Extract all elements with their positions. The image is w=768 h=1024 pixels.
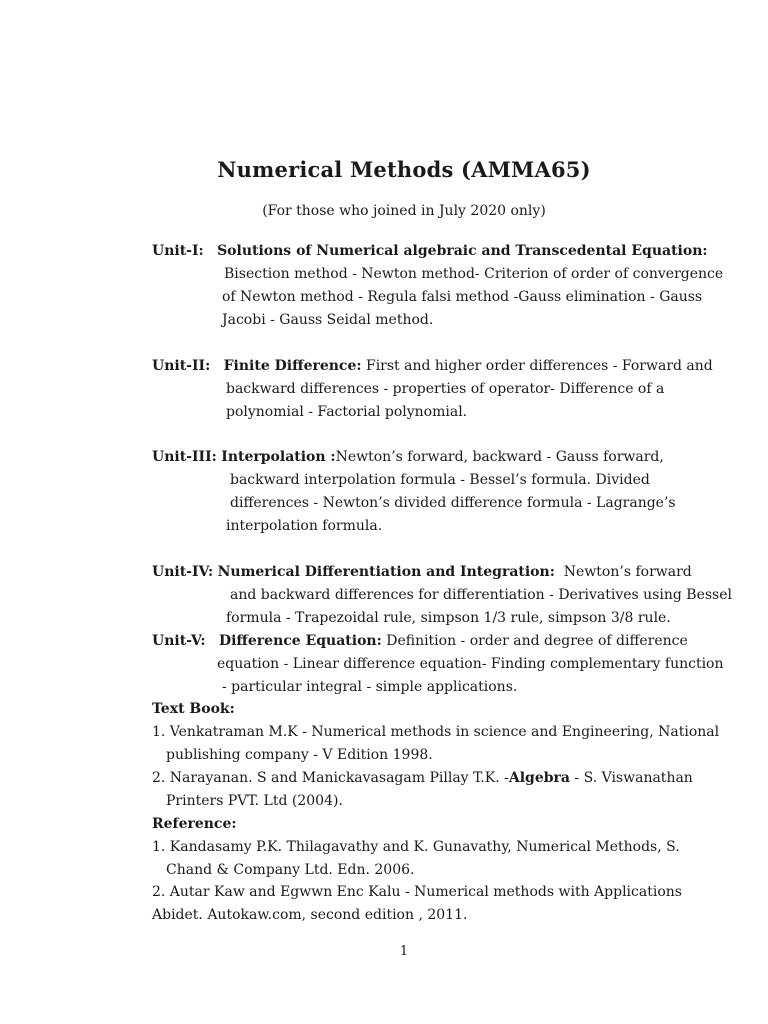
text-book-item-bold: Algebra bbox=[508, 770, 570, 786]
reference-heading: Reference: bbox=[152, 816, 237, 832]
text-book-item-text: 2. Narayanan. S and Manickavasagam Pillay T.K. - bbox=[152, 770, 509, 786]
unit-heading: Difference Equation: bbox=[218, 633, 382, 649]
text-book-item-line: 1. Venkatraman M.K - Numerical methods in science and Engineering, National bbox=[152, 724, 720, 740]
unit-4-line: and backward differences for differentiation - Derivatives using Bessel bbox=[230, 587, 732, 603]
unit-3-line: backward interpolation formula - Bessel’s formula. Divided bbox=[230, 472, 650, 488]
unit-heading: Finite Difference: bbox=[223, 358, 362, 374]
text-book-item-line bbox=[152, 769, 693, 787]
unit-first-line-text: Newton’s forward bbox=[563, 564, 692, 580]
reference-item-line: Chand & Company Ltd. Edn. 2006. bbox=[166, 862, 415, 878]
unit-5-heading-line bbox=[152, 632, 688, 650]
reference-item-line: 1. Kandasamy P.K. Thilagavathy and K. Gunavathy, Numerical Methods, S. bbox=[152, 839, 680, 855]
unit-label: Unit-I: bbox=[152, 243, 204, 259]
unit-label: Unit-IV: bbox=[152, 564, 214, 580]
unit-3-line: interpolation formula. bbox=[226, 518, 383, 534]
unit-4-line: formula - Trapezoidal rule, simpson 1/3 rule, simpson 3/8 rule. bbox=[226, 610, 671, 626]
unit-label: Unit-II: bbox=[152, 358, 211, 374]
unit-4-heading-line bbox=[152, 563, 692, 581]
unit-2-line: polynomial - Factorial polynomial. bbox=[226, 404, 468, 420]
reference-item-line: Abidet. Autokaw.com, second edition , 2011. bbox=[152, 907, 468, 923]
unit-heading: Solutions of Numerical algebraic and Transcedental Equation: bbox=[217, 243, 708, 259]
unit-1-line: Jacobi - Gauss Seidal method. bbox=[222, 312, 434, 328]
unit-1-heading-line bbox=[152, 242, 708, 260]
unit-1-line: Bisection method - Newton method- Criterion of order of convergence bbox=[224, 266, 724, 282]
unit-3-line: differences - Newton’s divided difference formula - Lagrange’s bbox=[230, 495, 676, 511]
unit-first-line-text: Newton’s forward, backward - Gauss forward, bbox=[335, 449, 664, 465]
unit-5-line: equation - Linear difference equation- Finding complementary function bbox=[217, 656, 724, 672]
page-subtitle: (For those who joined in July 2020 only) bbox=[262, 203, 546, 219]
page-title: Numerical Methods (AMMA65) bbox=[217, 157, 591, 182]
unit-heading: Interpolation : bbox=[221, 449, 336, 465]
unit-label: Unit-III: bbox=[152, 449, 217, 465]
unit-1-line: of Newton method - Regula falsi method -Gauss elimination - Gauss bbox=[222, 289, 703, 305]
unit-5-line: - particular integral - simple applications. bbox=[222, 679, 518, 695]
unit-label: Unit-V: bbox=[152, 633, 206, 649]
text-book-item-text: - S. Viswanathan bbox=[569, 770, 693, 786]
unit-3-heading-line bbox=[152, 448, 664, 466]
unit-first-line-text: First and higher order differences - Forward and bbox=[365, 358, 713, 374]
text-book-heading: Text Book: bbox=[152, 701, 235, 717]
reference-item-line: 2. Autar Kaw and Egwwn Enc Kalu - Numerical methods with Applications bbox=[152, 884, 682, 900]
unit-2-line: backward differences - properties of operator- Difference of a bbox=[226, 381, 665, 397]
unit-2-heading-line bbox=[152, 357, 713, 375]
page-number: 1 bbox=[399, 944, 409, 959]
unit-heading: Numerical Differentiation and Integration: bbox=[217, 564, 555, 580]
text-book-item-line: Printers PVT. Ltd (2004). bbox=[166, 793, 343, 809]
unit-first-line-text: Definition - order and degree of difference bbox=[386, 633, 688, 649]
text-book-item-line: publishing company - V Edition 1998. bbox=[166, 747, 433, 763]
